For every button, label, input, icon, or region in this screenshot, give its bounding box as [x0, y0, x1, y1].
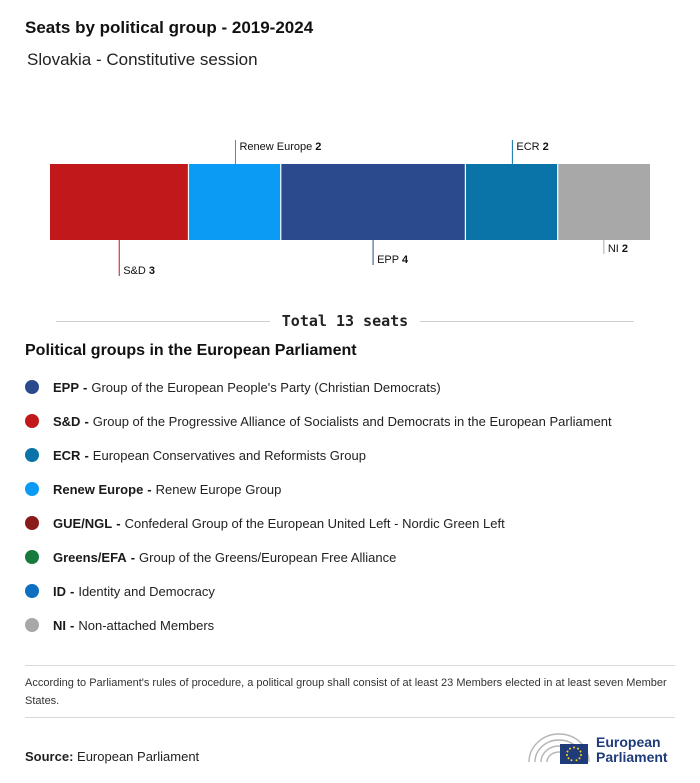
political-groups-legend: [25, 370, 685, 642]
legend-item: [25, 506, 685, 540]
footnote-divider-top: [25, 665, 675, 666]
legend-abbr: Renew Europe: [53, 481, 144, 497]
legend-item: [25, 608, 685, 642]
legend-color-dot: [25, 550, 39, 564]
segment-label: [123, 265, 155, 277]
legend-item: [25, 370, 685, 404]
legend-color-dot: [25, 584, 39, 598]
legend-separator: -: [116, 515, 121, 531]
legend-item: [25, 540, 685, 574]
legend-color-dot: [25, 516, 39, 530]
legend-abbr: ECR: [53, 447, 81, 463]
segment-label-name: Renew Europe: [239, 141, 316, 153]
legend-separator: -: [84, 447, 89, 463]
legend-color-dot: [25, 482, 39, 496]
legend-item: [25, 472, 685, 506]
logo-text-line2: Parliament: [596, 749, 668, 765]
legend-name: European Conservatives and Reformists Group: [92, 447, 366, 463]
legend-color-dot: [25, 414, 39, 428]
european-parliament-hemicycle-icon: [526, 728, 592, 768]
legend-name: Confederal Group of the European United Left - Nordic Green Left: [124, 515, 505, 531]
segment-label-name: NI: [607, 243, 622, 255]
footnote-divider-bottom: [25, 717, 675, 718]
legend-name: Group of the Greens/European Free Alliance: [139, 549, 397, 565]
source-label: Source:: [25, 749, 74, 764]
bar-segment: [188, 164, 280, 240]
legend-name: Identity and Democracy: [78, 583, 215, 599]
segment-label: [377, 254, 409, 266]
legend-separator: -: [70, 617, 75, 633]
legend-separator: -: [70, 583, 75, 599]
legend-abbr: Greens/EFA: [53, 549, 127, 565]
legend-separator: -: [84, 413, 89, 429]
legend-abbr: NI: [53, 617, 66, 633]
segment-label-seats: 3: [148, 265, 156, 277]
footnote: According to Parliament's rules of procedure, a political group shall consist of at least 23 Members elected in at least seven Member States.: [25, 677, 667, 707]
legend-item: [25, 438, 685, 472]
total-divider-right: [420, 321, 634, 322]
seat-distribution-chart: [0, 130, 700, 290]
bar-segment: [281, 164, 466, 240]
legend-item: [25, 574, 685, 608]
segment-label-seats: 2: [621, 243, 629, 255]
logo-text-line1: European: [596, 734, 661, 750]
legend-color-dot: [25, 380, 39, 394]
legend-abbr: ID: [53, 583, 66, 599]
segment-label-seats: 2: [315, 141, 322, 153]
legend-separator: -: [147, 481, 152, 497]
legend-color-dot: [25, 448, 39, 462]
legend-abbr: EPP: [53, 379, 80, 395]
legend-item: [25, 404, 685, 438]
total-seats-row: [56, 311, 634, 333]
segment-label: [516, 141, 548, 153]
segment-label-name: S&D: [123, 265, 149, 277]
source-line: [25, 749, 199, 764]
legend-separator: -: [130, 549, 136, 565]
bar-segment: [465, 164, 557, 240]
european-parliament-logo: [526, 728, 676, 768]
total-seats-label: Total 13 seats: [281, 312, 409, 330]
chart-subtitle: Slovakia - Constitutive session: [27, 50, 258, 69]
legend-abbr: GUE/NGL: [53, 515, 113, 531]
segment-label-seats: 2: [542, 141, 549, 153]
segment-label-name: ECR: [516, 141, 543, 153]
segment-label: [239, 141, 321, 153]
legend-abbr: S&D: [53, 413, 81, 429]
segment-label-name: EPP: [377, 254, 402, 266]
legend-separator: -: [83, 379, 88, 395]
legend-name: Group of the European People's Party (Christian Democrats): [91, 379, 441, 395]
legend-color-dot: [25, 618, 39, 632]
segment-label: [608, 243, 628, 255]
groups-heading: Political groups in the European Parliament: [25, 342, 357, 359]
legend-name: Renew Europe Group: [155, 481, 282, 497]
bar-segment: [50, 164, 188, 240]
chart-title: Seats by political group - 2019-2024: [25, 18, 314, 37]
legend-name: Non-attached Members: [78, 617, 215, 633]
legend-name: Group of the Progressive Alliance of Socialists and Democrats in the European Parliament: [92, 413, 612, 429]
source-value: European Parliament: [77, 749, 200, 764]
bar-segment: [558, 164, 650, 240]
segment-label-seats: 4: [401, 254, 409, 266]
logo-text: [596, 735, 668, 765]
